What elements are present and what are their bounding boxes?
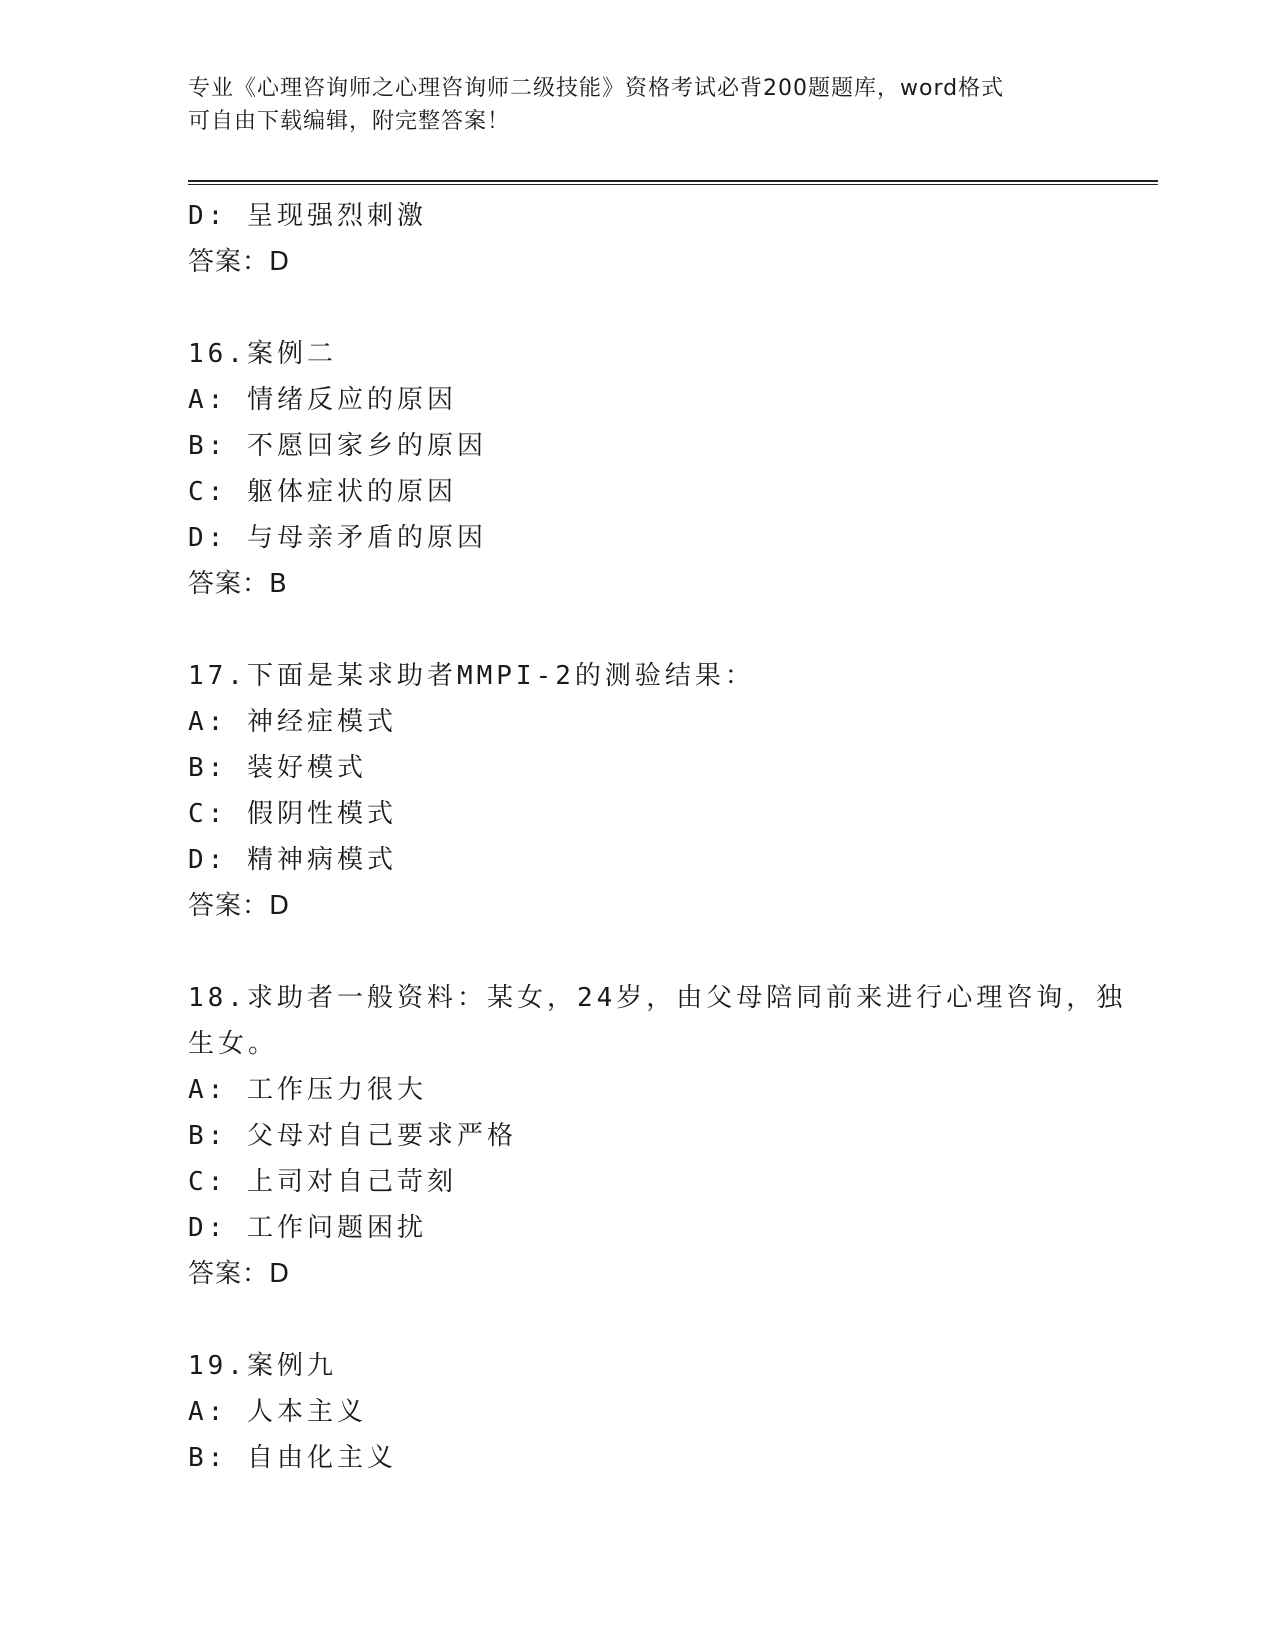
option-d: D: 工作问题困扰 (188, 1213, 427, 1243)
header-line-2: 可自由下载编辑，附完整答案！ (188, 109, 511, 134)
question-stem: 16.案例二 (188, 339, 337, 369)
answer-line: 答案：B (188, 569, 288, 599)
header-double-rule (188, 180, 1158, 185)
spacer (188, 607, 1158, 653)
answer-line: 答案：D (188, 891, 291, 921)
question-19 (188, 1343, 1158, 1481)
question-stem-line-2: 生女。 (188, 1029, 279, 1059)
spacer (188, 1297, 1158, 1343)
question-content (188, 193, 1158, 1481)
option-b: B: 自由化主义 (188, 1443, 397, 1473)
option-c: C: 躯体症状的原因 (188, 477, 457, 507)
document-page (188, 72, 1158, 1481)
option-c: C: 上司对自己苛刻 (188, 1167, 457, 1197)
document-header (188, 72, 1088, 138)
question-17 (188, 653, 1158, 929)
answer-line: 答案：D (188, 247, 291, 277)
question-stem: 19.案例九 (188, 1351, 337, 1381)
question-16 (188, 331, 1158, 607)
question-stem-line-1: 18.求助者一般资料：某女，24岁，由父母陪同前来进行心理咨询，独 (188, 983, 1127, 1013)
option-d: D: 精神病模式 (188, 845, 397, 875)
question-stem: 17.下面是某求助者MMPI-2的测验结果： (188, 661, 755, 691)
option-a: A: 情绪反应的原因 (188, 385, 457, 415)
option-b: B: 父母对自己要求严格 (188, 1121, 517, 1151)
option-b: B: 不愿回家乡的原因 (188, 431, 487, 461)
option-b: B: 装好模式 (188, 753, 367, 783)
option-c: C: 假阴性模式 (188, 799, 397, 829)
option-a: A: 人本主义 (188, 1397, 367, 1427)
option-a: A: 工作压力很大 (188, 1075, 427, 1105)
spacer (188, 285, 1158, 331)
option-d: D: 与母亲矛盾的原因 (188, 523, 487, 553)
option-d: D: 呈现强烈刺激 (188, 201, 427, 231)
header-line-1: 专业《心理咨询师之心理咨询师二级技能》资格考试必背200题题库，word格式 (188, 76, 1005, 101)
answer-line: 答案：D (188, 1259, 291, 1289)
option-a: A: 神经症模式 (188, 707, 397, 737)
question-18 (188, 975, 1158, 1297)
spacer (188, 929, 1158, 975)
